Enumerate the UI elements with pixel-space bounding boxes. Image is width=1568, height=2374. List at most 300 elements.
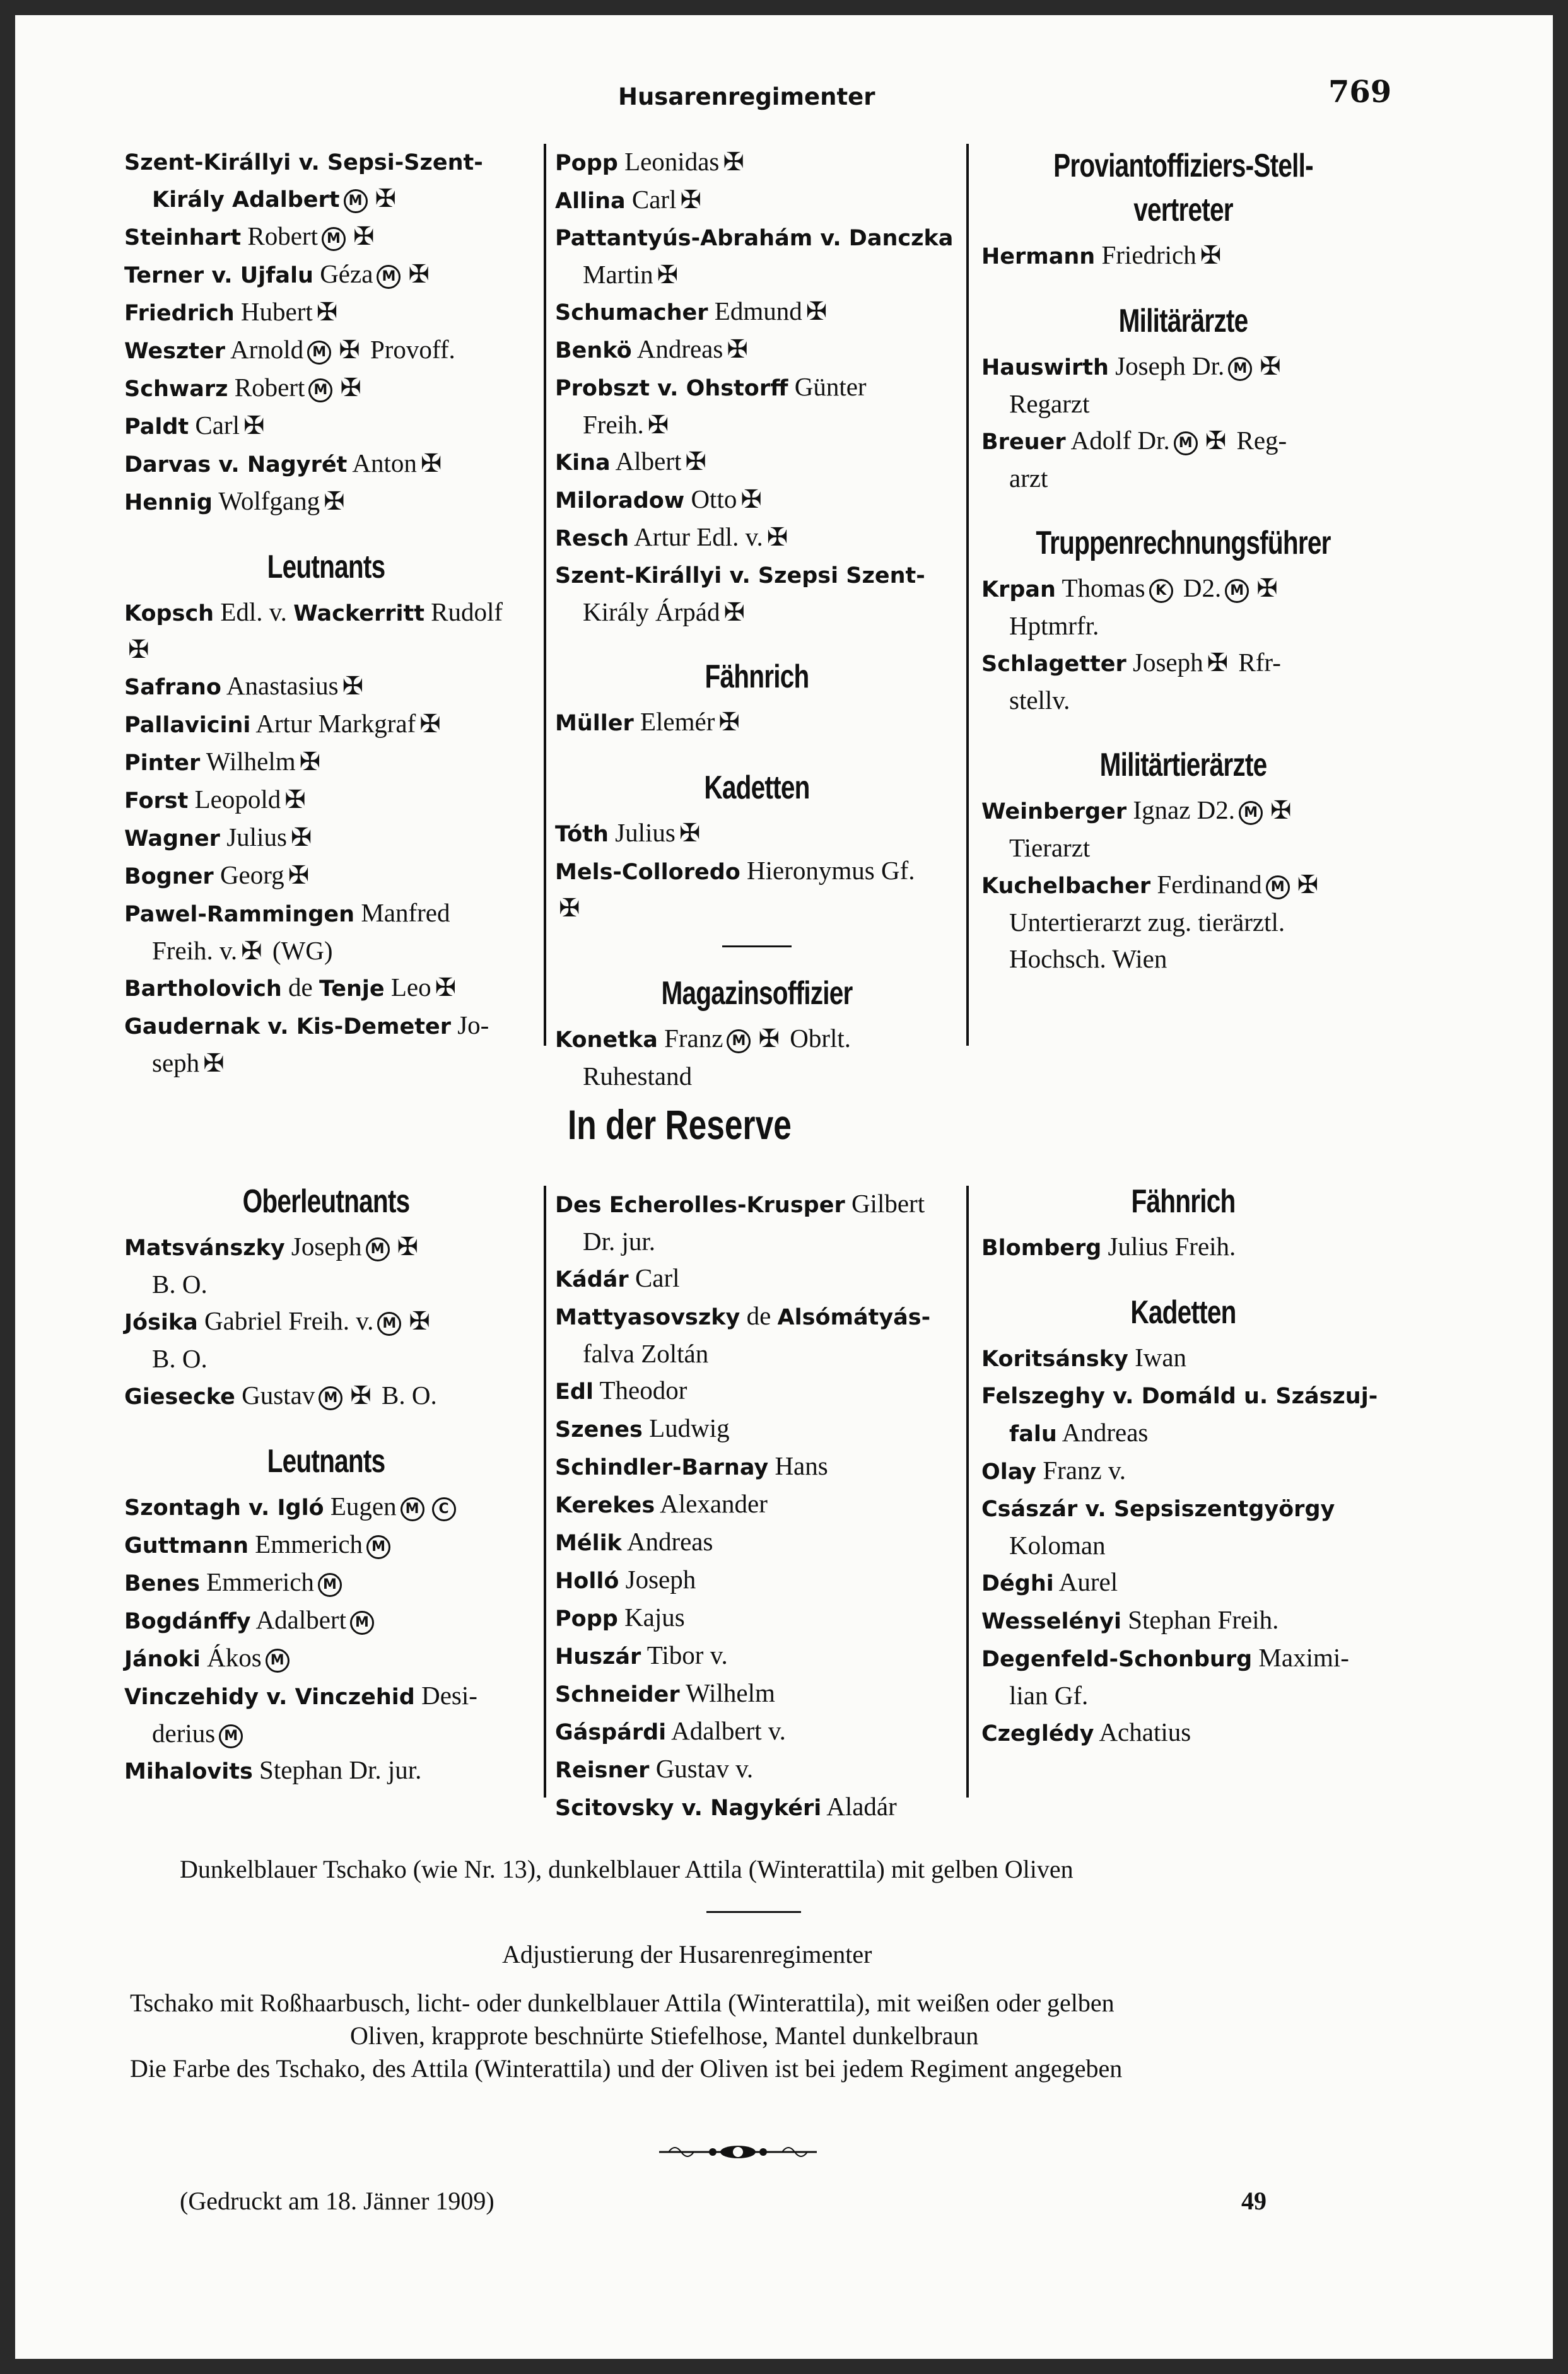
roster-entry (555, 1336, 959, 1372)
surname: Hennig (124, 490, 213, 515)
tieraerzte-list (981, 792, 1385, 978)
given-name: Anton (347, 448, 417, 477)
surname: Czeglédy (981, 1721, 1094, 1746)
given-name: derius (152, 1719, 216, 1748)
cross-decoration-icon: ✠ (409, 1307, 430, 1336)
roster-entry (124, 668, 528, 706)
surname: Tóth (555, 822, 609, 847)
surname: Terner v. Ujfalu (124, 263, 313, 288)
surname: Vinczehidy v. Vinczehid (124, 1685, 415, 1710)
cross-decoration-icon: ✠ (1200, 241, 1222, 270)
surname: Huszár (555, 1644, 641, 1669)
given-name: Emmerich (199, 1567, 314, 1596)
surname: Jósika (124, 1310, 198, 1335)
column-divider (966, 144, 969, 1046)
surname: Matsvánszky (124, 1236, 285, 1261)
surname: Szontagh v. Igló (124, 1495, 324, 1521)
given-name: Gustav v. (649, 1754, 754, 1783)
surname: Szent-Királlyi v. Szepsi Szent- (555, 563, 925, 588)
roster-entry (981, 1490, 1385, 1528)
surname: Olay (981, 1459, 1037, 1485)
given-name: Carl (189, 411, 240, 440)
cross-decoration-icon: ✠ (740, 485, 762, 514)
given-name: Joseph Dr. (1108, 351, 1225, 380)
rank-note: Obrlt. (783, 1024, 851, 1053)
surname: Jánoki (124, 1647, 201, 1672)
roster-entry (124, 294, 528, 332)
given-name: Georg (213, 860, 284, 889)
cross-decoration-icon: ✠ (316, 298, 338, 327)
section-heading-oberleutnants: Oberleutnants (242, 1183, 410, 1220)
cross-decoration-icon: ✠ (680, 185, 701, 214)
adjustierung-line-1: Tschako mit Roßhaarbusch, licht- oder dunkelblauer Attila (Winterattila), mit weißen oder gelben (130, 1989, 1115, 2017)
roster-entry (555, 1751, 959, 1789)
surname: Degenfeld-Schonburg (981, 1647, 1253, 1672)
cross-decoration-icon: ✠ (723, 598, 745, 627)
given-name: Thomas (1055, 573, 1145, 602)
reserve-column-1 (124, 1179, 528, 1790)
cross-decoration-icon: ✠ (1297, 870, 1319, 899)
given-name: B. O. (152, 1344, 208, 1373)
given-name: Adalbert v. (666, 1716, 786, 1745)
roster-entry (981, 1602, 1385, 1640)
cross-decoration-icon: ✠ (1260, 352, 1281, 381)
surname: Darvas v. Nagyrét (124, 452, 348, 477)
section-heading-magazin: Magazinsoffizier (661, 975, 853, 1012)
merit-medal-icon: M (308, 378, 332, 402)
section-heading-proviant: Proviantoffiziers-Stell-vertreter (1053, 148, 1313, 228)
merit-medal-icon: M (1266, 875, 1290, 899)
surname: Schneider (555, 1682, 680, 1707)
rank-note: D2. (1176, 573, 1222, 602)
given-name: Andreas (631, 334, 723, 363)
given-name: Albert (610, 447, 682, 476)
roster-entry (124, 445, 528, 483)
roster-entry (981, 386, 1385, 423)
roster-entry (981, 237, 1385, 275)
roster-entry (555, 257, 959, 293)
leutnant-list (124, 1488, 528, 1790)
given-name: Wilhelm (200, 747, 296, 776)
roster-entry (981, 348, 1385, 386)
surname: Breuer (981, 430, 1066, 455)
roster-entry (555, 219, 959, 257)
short-rule (722, 945, 792, 947)
surname: Resch (555, 526, 629, 551)
merit-medal-icon: M (322, 227, 346, 251)
surname: Allina (555, 189, 626, 214)
cross-decoration-icon: ✠ (243, 411, 265, 440)
roster-entry (981, 608, 1385, 645)
given-name: Hochsch. Wien (1009, 944, 1167, 973)
given-name: Ruhestand (583, 1061, 693, 1091)
cross-decoration-icon: ✠ (727, 335, 748, 364)
roster-entry (981, 1377, 1385, 1415)
column-divider (544, 144, 546, 1046)
cross-decoration-icon: ✠ (353, 222, 375, 251)
section-heading-kadetten: Kadetten (1130, 1294, 1236, 1331)
kadetten-list (555, 815, 959, 927)
surname: Reisner (555, 1758, 650, 1783)
cross-decoration-icon: ✠ (1205, 426, 1227, 455)
section-heading-leutnants: Leutnants (267, 1443, 385, 1480)
roster-entry (555, 1599, 959, 1637)
aerzte-list (981, 348, 1385, 497)
adjustierung-line-2: Oliven, krapprote beschnürte Stiefelhose, Mantel dunkelbraun (350, 2021, 979, 2050)
surname: Schwarz (124, 377, 228, 402)
roster-entry (555, 519, 959, 557)
given-name: Géza (313, 259, 373, 288)
given-name: Leo (384, 973, 431, 1002)
given-name: Gilbert (845, 1189, 925, 1218)
uniform-line: Dunkelblauer Tschako (wie Nr. 13), dunkelblauer Attila (Winterattila) mit gelben Oliven (180, 1855, 1074, 1883)
given-name: Hptmrfr. (1009, 611, 1099, 640)
roster-entry (124, 256, 528, 294)
surname: Bogner (124, 864, 214, 889)
surname: Safrano (124, 675, 221, 700)
roster-entry (555, 891, 959, 927)
cross-decoration-icon: ✠ (203, 1049, 225, 1078)
given-name: B. O. (152, 1270, 208, 1299)
merit-medal-icon: M (266, 1649, 290, 1673)
cross-decoration-icon: ✠ (419, 710, 441, 739)
cross-decoration-icon: ✠ (340, 373, 361, 402)
roster-entry (981, 570, 1385, 608)
cross-decoration-icon: ✠ (324, 487, 345, 516)
given-name: Joseph (619, 1565, 696, 1594)
roster-entry (124, 1716, 528, 1752)
merit-medal-icon: M (1225, 579, 1249, 603)
given-name: Freih. (583, 410, 644, 439)
surname: Koritsánsky (981, 1347, 1128, 1372)
surname: Probszt v. Ohstorff (555, 376, 788, 401)
given-name: Martin (583, 260, 653, 289)
page-number: 769 (1328, 74, 1392, 110)
given-name: Regarzt (1009, 389, 1090, 418)
roster-entry (981, 1564, 1385, 1602)
given-name: Desi- (414, 1681, 477, 1710)
column-divider (544, 1186, 546, 1798)
merit-medal-icon: M (350, 1611, 374, 1635)
short-rule (706, 1911, 801, 1913)
given-name: Alexander (655, 1489, 768, 1518)
roster-entry (555, 1410, 959, 1448)
proviant-list (981, 237, 1385, 275)
surname: Pinter (124, 751, 201, 776)
surname: Hermann (981, 244, 1096, 269)
surname: Kuchelbacher (981, 874, 1151, 899)
signature-number: 49 (1241, 2187, 1267, 2215)
cross-decoration-icon: ✠ (284, 785, 306, 814)
roster-entry (981, 1415, 1385, 1453)
given-name: Achatius (1094, 1717, 1191, 1746)
given-name: Leopold (188, 785, 281, 814)
section-heading-faehnrich: Fähnrich (705, 658, 809, 695)
surname: Edl (555, 1379, 594, 1405)
given-name: Aurel (1053, 1567, 1118, 1596)
given-name: Friedrich (1095, 240, 1196, 269)
cross-decoration-icon: ✠ (288, 861, 310, 890)
cross-decoration-icon: ✠ (559, 894, 580, 923)
roster-entry (555, 1562, 959, 1599)
given-name: Wolfgang (212, 486, 320, 515)
given-name: Adolf Dr. (1065, 426, 1170, 455)
section-heading-leutnants: Leutnants (267, 549, 385, 585)
roster-entry (124, 781, 528, 819)
given-name: Gustav (235, 1381, 315, 1410)
given-name: Emmerich (249, 1529, 363, 1558)
merit-medal-icon: M (319, 1386, 342, 1410)
roster-entry (981, 1528, 1385, 1564)
roster-entry (555, 407, 959, 443)
cross-decoration-icon: ✠ (290, 823, 312, 852)
rank-note: Rfr- (1232, 648, 1281, 677)
given-name: Artur Markgraf (250, 709, 416, 738)
given-name: Hans (768, 1451, 828, 1480)
truppen-list (981, 570, 1385, 719)
roster-entry (124, 407, 528, 445)
surname: Pattantyús-Abrahám v. Danczka (555, 226, 954, 251)
cross-decoration-icon: ✠ (685, 447, 706, 476)
given-name: Franz (657, 1024, 723, 1053)
surname-part: Alsómátyás- (777, 1305, 931, 1330)
given-name: Ákos (200, 1643, 262, 1672)
roster-entry (555, 293, 959, 331)
roster-entry (555, 1298, 959, 1336)
given-name: Maximi- (1252, 1643, 1349, 1672)
given-name: Artur Edl. v. (629, 522, 763, 551)
roster-entry (981, 1714, 1385, 1752)
surname: Bogdánffy (124, 1609, 251, 1634)
oberleutnant-list (124, 1229, 528, 1415)
surname: Kina (555, 450, 611, 476)
rank-note: Reg- (1230, 426, 1287, 455)
given-name: Ferdinand (1150, 870, 1262, 899)
surname: Wagner (124, 826, 220, 851)
cross-decoration-icon: ✠ (420, 449, 442, 478)
roster-entry (981, 904, 1385, 941)
surname: Mattyasovszky (555, 1305, 740, 1330)
surname: Pawel-Rammingen (124, 902, 355, 927)
officer-list (124, 144, 528, 521)
roster-entry (124, 1377, 528, 1415)
roster-entry (555, 481, 959, 519)
roster-entry (981, 830, 1385, 867)
roster-entry (555, 1260, 959, 1298)
given-name: Anastasius (221, 671, 339, 700)
roster-entry (124, 1007, 528, 1045)
roster-entry (124, 706, 528, 744)
surname: Müller (555, 711, 634, 736)
given-name: de (281, 973, 319, 1002)
given-name: stellv. (1009, 686, 1070, 715)
c-circle-icon: C (432, 1497, 456, 1521)
roster-entry (555, 1637, 959, 1675)
given-name: Arnold (225, 335, 304, 364)
cross-decoration-icon: ✠ (435, 973, 457, 1002)
given-name: de (740, 1301, 778, 1330)
given-name: Hubert (234, 297, 313, 326)
roster-entry (124, 483, 528, 521)
surname: Holló (555, 1569, 619, 1594)
roster-entry (555, 1058, 959, 1095)
surname: Hauswirth (981, 355, 1109, 380)
surname: Kopsch (124, 601, 214, 626)
roster-entry (124, 332, 528, 370)
merit-medal-icon: M (1228, 357, 1252, 381)
roster-entry (124, 632, 528, 668)
surname: Miloradow (555, 488, 685, 513)
roster-entry (124, 1303, 528, 1341)
surname: Szenes (555, 1417, 643, 1442)
roster-entry (981, 645, 1385, 682)
merit-medal-icon: M (366, 1535, 390, 1559)
roster-entry (555, 443, 959, 481)
surname: Mélik (555, 1531, 622, 1556)
cross-decoration-icon: ✠ (766, 523, 788, 552)
surname: Mihalovits (124, 1759, 253, 1784)
roster-entry (124, 895, 528, 933)
given-name: Joseph (1126, 648, 1203, 677)
surname: Felszeghy v. Domáld u. Szászuj- (981, 1384, 1378, 1409)
given-name: Manfred (354, 898, 450, 927)
given-name: Julius Freih. (1101, 1232, 1236, 1261)
given-name: Otto (684, 484, 737, 513)
surname: Király Adalbert (152, 187, 340, 213)
given-name: Jo- (450, 1010, 489, 1039)
roster-entry (124, 1488, 528, 1526)
roster-entry (555, 594, 959, 631)
roster-entry (981, 1340, 1385, 1377)
roster-entry (555, 182, 959, 219)
given-name: Dr. jur. (583, 1227, 656, 1256)
roster-entry (555, 853, 959, 891)
cross-decoration-icon: ✠ (408, 260, 430, 289)
surname: Konetka (555, 1027, 658, 1053)
given-name: Kajus (617, 1603, 685, 1632)
officer-list (555, 144, 959, 631)
roster-entry (555, 1789, 959, 1827)
given-name: Eugen (324, 1492, 397, 1521)
cross-decoration-icon: ✠ (758, 1024, 780, 1053)
given-name: Carl (628, 1263, 680, 1292)
surname: Des Echerolles-Krusper (555, 1193, 845, 1218)
given-name: lian Gf. (1009, 1681, 1089, 1710)
roster-entry (981, 941, 1385, 978)
surname: Popp (555, 151, 618, 176)
surname: falu (1009, 1422, 1057, 1447)
roster-entry (981, 1678, 1385, 1714)
merit-medal-icon: M (1239, 801, 1263, 825)
given-name: seph (152, 1048, 200, 1077)
roster-entry (555, 1224, 959, 1260)
roster-entry (555, 1020, 959, 1058)
given-name: Untertierarzt zug. tierärztl. (1009, 908, 1285, 937)
reserve-column-2 (555, 1186, 959, 1827)
roster-entry (124, 1266, 528, 1303)
surname: Bartholovich (124, 976, 282, 1002)
roster-entry (124, 218, 528, 256)
given-name: Stephan Freih. (1121, 1605, 1279, 1634)
cross-decoration-icon: ✠ (805, 297, 828, 326)
cross-decoration-icon: ✠ (1207, 648, 1229, 677)
roster-entry (124, 1526, 528, 1564)
surname: Schlagetter (981, 652, 1126, 677)
column-2 (555, 144, 959, 1095)
surname: Déghi (981, 1571, 1054, 1596)
roster-entry (124, 933, 528, 969)
roster-entry (981, 682, 1385, 719)
surname: Kádár (555, 1267, 629, 1292)
rank-note: Provoff. (363, 335, 455, 364)
cross-decoration-icon: ✠ (375, 184, 397, 213)
surname-part: Wackerritt (293, 601, 424, 626)
cross-decoration-icon: ✠ (128, 635, 149, 664)
surname: Gáspárdi (555, 1720, 667, 1745)
roster-entry (981, 792, 1385, 830)
roster-entry (124, 144, 528, 181)
column-1 (124, 144, 528, 1082)
given-name: Robert (228, 373, 305, 402)
given-name: Király Árpád (583, 597, 720, 626)
running-head: Husarenregimenter (618, 83, 875, 110)
kadetten-list (981, 1340, 1385, 1752)
surname: Schindler-Barnay (555, 1455, 769, 1480)
section-heading-tieraerzte: Militärtierärzte (1099, 747, 1267, 783)
column-divider (966, 1186, 969, 1798)
given-name: Franz v. (1036, 1456, 1126, 1485)
merit-medal-icon: M (1174, 431, 1198, 455)
section-heading-kadetten: Kadetten (704, 769, 810, 806)
given-name: Gabriel Freih. v. (197, 1306, 374, 1335)
given-name: Julius (608, 818, 676, 847)
given-name: arzt (1009, 464, 1048, 493)
cross-decoration-icon: ✠ (1270, 796, 1292, 825)
roster-entry (555, 557, 959, 594)
surname: Friedrich (124, 301, 235, 326)
given-name: Elemér (633, 707, 715, 736)
given-name: Theodor (593, 1376, 687, 1405)
column-3 (981, 144, 1385, 978)
surname: Weinberger (981, 799, 1127, 824)
roster-entry (555, 1524, 959, 1562)
given-name: Hieronymus Gf. (740, 856, 915, 885)
roster-entry (555, 144, 959, 182)
surname: Benkö (555, 338, 632, 363)
roster-entry (555, 1448, 959, 1486)
cross-decoration-icon: ✠ (679, 819, 701, 848)
roster-entry (124, 1602, 528, 1640)
roster-entry (124, 1752, 528, 1790)
roster-entry (981, 867, 1385, 904)
roster-entry (124, 181, 528, 218)
given-name: Ludwig (642, 1413, 730, 1442)
surname: Wesselényi (981, 1609, 1121, 1634)
cross-decoration-icon: ✠ (397, 1232, 419, 1261)
cross-decoration-icon: ✠ (241, 937, 262, 966)
reserve-column-3 (981, 1179, 1385, 1752)
surname: Császár v. Sepsiszentgyörgy (981, 1497, 1335, 1522)
given-name: Leonidas (617, 147, 720, 176)
given-name: Andreas (1056, 1418, 1149, 1447)
surname: Steinhart (124, 225, 242, 250)
merit-medal-icon: M (307, 341, 331, 365)
merit-medal-icon: M (219, 1724, 243, 1748)
merit-medal-icon: M (377, 265, 401, 289)
surname-part: Tenje (319, 976, 385, 1002)
surname: Szent-Királlyi v. Sepsi-Szent- (124, 150, 483, 175)
given-name: Freih. v. (152, 936, 238, 965)
